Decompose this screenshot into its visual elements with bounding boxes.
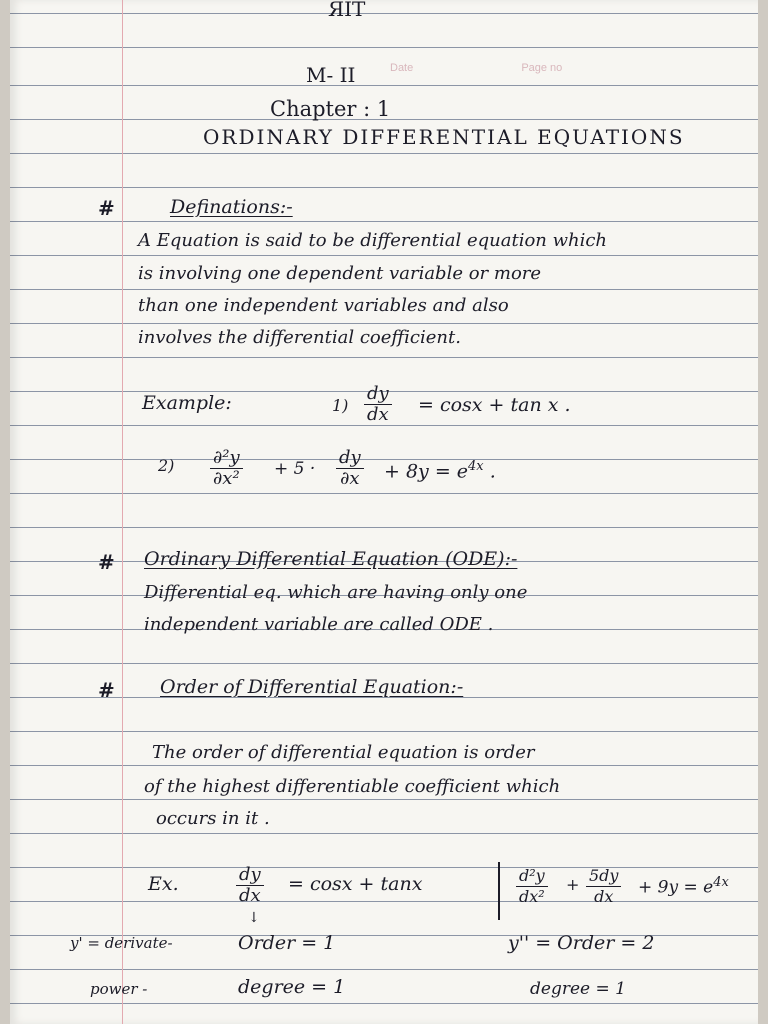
- order-line: of the highest differentiable coefficient which: [144, 776, 561, 797]
- fraction-dy-dx: [336, 448, 364, 489]
- fraction-dy-dx: [236, 865, 264, 906]
- example-2-dot: .: [489, 460, 496, 483]
- fraction-denominator: dx: [239, 885, 261, 906]
- order-line: occurs in it .: [156, 808, 270, 829]
- ode-line: Differential eq. which are having only one: [144, 582, 528, 603]
- arrow-down-icon: ↓: [248, 910, 260, 926]
- fraction-d2y-dx2: [516, 866, 548, 907]
- module-label: M- II: [306, 63, 356, 87]
- margin-line: [122, 0, 123, 1024]
- fraction-numerator: ∂²y: [210, 448, 243, 469]
- example-1-rhs: = cosx + tan x .: [418, 394, 571, 416]
- definitions-heading: Definations:-: [170, 196, 293, 218]
- hash-marker: #: [98, 678, 115, 702]
- definition-line: A Equation is said to be differential equation which: [138, 230, 608, 251]
- fraction-denominator: dx²: [519, 887, 545, 906]
- example-2-prefix: 2): [158, 456, 175, 475]
- fraction-numerator: dy: [364, 384, 392, 405]
- notebook-page: [10, 0, 758, 1024]
- page-no-label: Page no: [521, 62, 563, 74]
- hash-marker: #: [98, 196, 115, 220]
- order-left: Order = 1: [238, 932, 336, 954]
- example-2-plus: + 5 ·: [274, 459, 316, 479]
- power-note: power -: [90, 980, 148, 998]
- example-1-prefix: 1): [332, 396, 349, 415]
- chapter-label: Chapter : 1: [270, 97, 391, 121]
- ex-left-rhs: = cosx + tanx: [288, 873, 423, 895]
- order-heading: Order of Differential Equation:-: [160, 676, 464, 698]
- fraction-5dy-dx: [586, 866, 621, 907]
- fraction-denominator: dx: [594, 887, 614, 906]
- ex-right-rhs-text: + 9y = e: [638, 877, 714, 898]
- ex-label: Ex.: [148, 873, 179, 895]
- fraction-numerator: 5dy: [586, 866, 621, 887]
- ex-right-exponent: 4x: [713, 875, 729, 890]
- example-2-rhs: [384, 456, 496, 482]
- column-divider: [498, 862, 500, 920]
- fraction-numerator: d²y: [516, 866, 548, 887]
- order-line: The order of differential equation is order: [152, 742, 535, 763]
- fraction-numerator: dy: [236, 865, 264, 886]
- date-label: Date: [390, 62, 414, 74]
- order-right: y'' = Order = 2: [508, 932, 655, 954]
- example-label: Example:: [142, 392, 232, 414]
- definition-line: involves the differential coefficient.: [138, 327, 461, 348]
- ode-line: independent variable are called ODE .: [144, 614, 494, 635]
- fraction-d2y-dx2: [210, 448, 243, 489]
- fraction-dy-dx: [364, 384, 392, 425]
- fraction-denominator: ∂x: [340, 468, 360, 489]
- ode-heading: Ordinary Differential Equation (ODE):-: [144, 548, 518, 570]
- definition-line: than one independent variables and also: [138, 295, 509, 316]
- page-title: ORDINARY DIFFERENTIAL EQUATIONS: [203, 125, 685, 149]
- top-mark: ЯIT: [328, 0, 366, 21]
- derivative-note: y' = derivate-: [70, 934, 173, 952]
- ex-right-rhs: [638, 872, 729, 899]
- page-header: [390, 62, 667, 74]
- example-2-exponent: 4x: [468, 459, 484, 474]
- fraction-denominator: dx: [367, 404, 389, 425]
- example-2-rhs-text: + 8y = e: [384, 460, 469, 483]
- fraction-denominator: ∂x²: [213, 468, 240, 489]
- hash-marker: #: [98, 550, 115, 574]
- fraction-numerator: dy: [336, 448, 364, 469]
- definition-line: is involving one dependent variable or more: [138, 263, 542, 284]
- ex-right-plus: +: [566, 875, 580, 894]
- degree-left: degree = 1: [238, 976, 346, 998]
- degree-right: degree = 1: [530, 979, 626, 999]
